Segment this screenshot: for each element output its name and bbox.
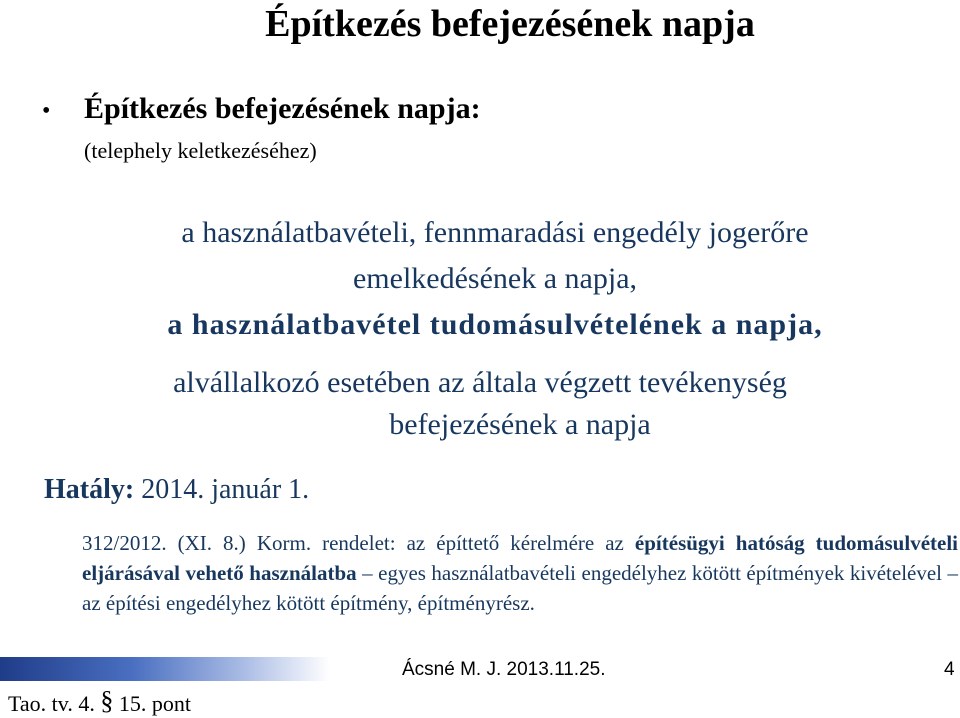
regulation-paragraph	[82, 528, 958, 618]
definition-line-2: emelkedésének a napja,	[352, 262, 638, 295]
page-number: 4	[944, 659, 955, 680]
section-symbol: §	[100, 686, 114, 715]
definition-line-4: alvállalkozó esetében az általa végzett tevékenység	[173, 366, 787, 399]
footer-gradient-bar	[0, 657, 330, 681]
law-reference	[8, 688, 191, 718]
bullet-subtitle: (telephely keletkezéséhez)	[84, 138, 317, 163]
bullet-heading: Építkezés befejezésének napja:	[84, 92, 481, 125]
law-reference-prefix: Tao. tv. 4.	[8, 691, 101, 716]
regulation-text-2: – egyes használatbavételi engedélyhez kötött építmények kivételével – az építési engedélyhez kötött építmény, építményrész.	[82, 561, 958, 615]
bullet-point: •	[42, 98, 51, 124]
definition-line-5: befejezésének a napja	[389, 408, 651, 441]
law-reference-suffix: 15. pont	[113, 691, 191, 716]
slide-title: Építkezés befejezésének napja	[265, 3, 755, 45]
effective-date	[44, 474, 309, 506]
definition-line-3: a használatbavétel tudomásulvételének a napja,	[167, 308, 823, 341]
effective-date-label: Hatály:	[44, 474, 135, 505]
effective-date-value: 2014. január 1.	[134, 474, 310, 505]
definition-line-1: a használatbavételi, fennmaradási engedély jogerőre	[181, 216, 809, 249]
regulation-text-1: 312/2012. (XI. 8.) Korm. rendelet: az építtető kérelmére az	[82, 531, 635, 555]
footer-author: Ácsné M. J. 2013.11.25.	[402, 659, 606, 680]
regulation-text-bold: építésügyi hatóság tudomásulvételi eljárásával vehető használatba	[82, 531, 958, 585]
